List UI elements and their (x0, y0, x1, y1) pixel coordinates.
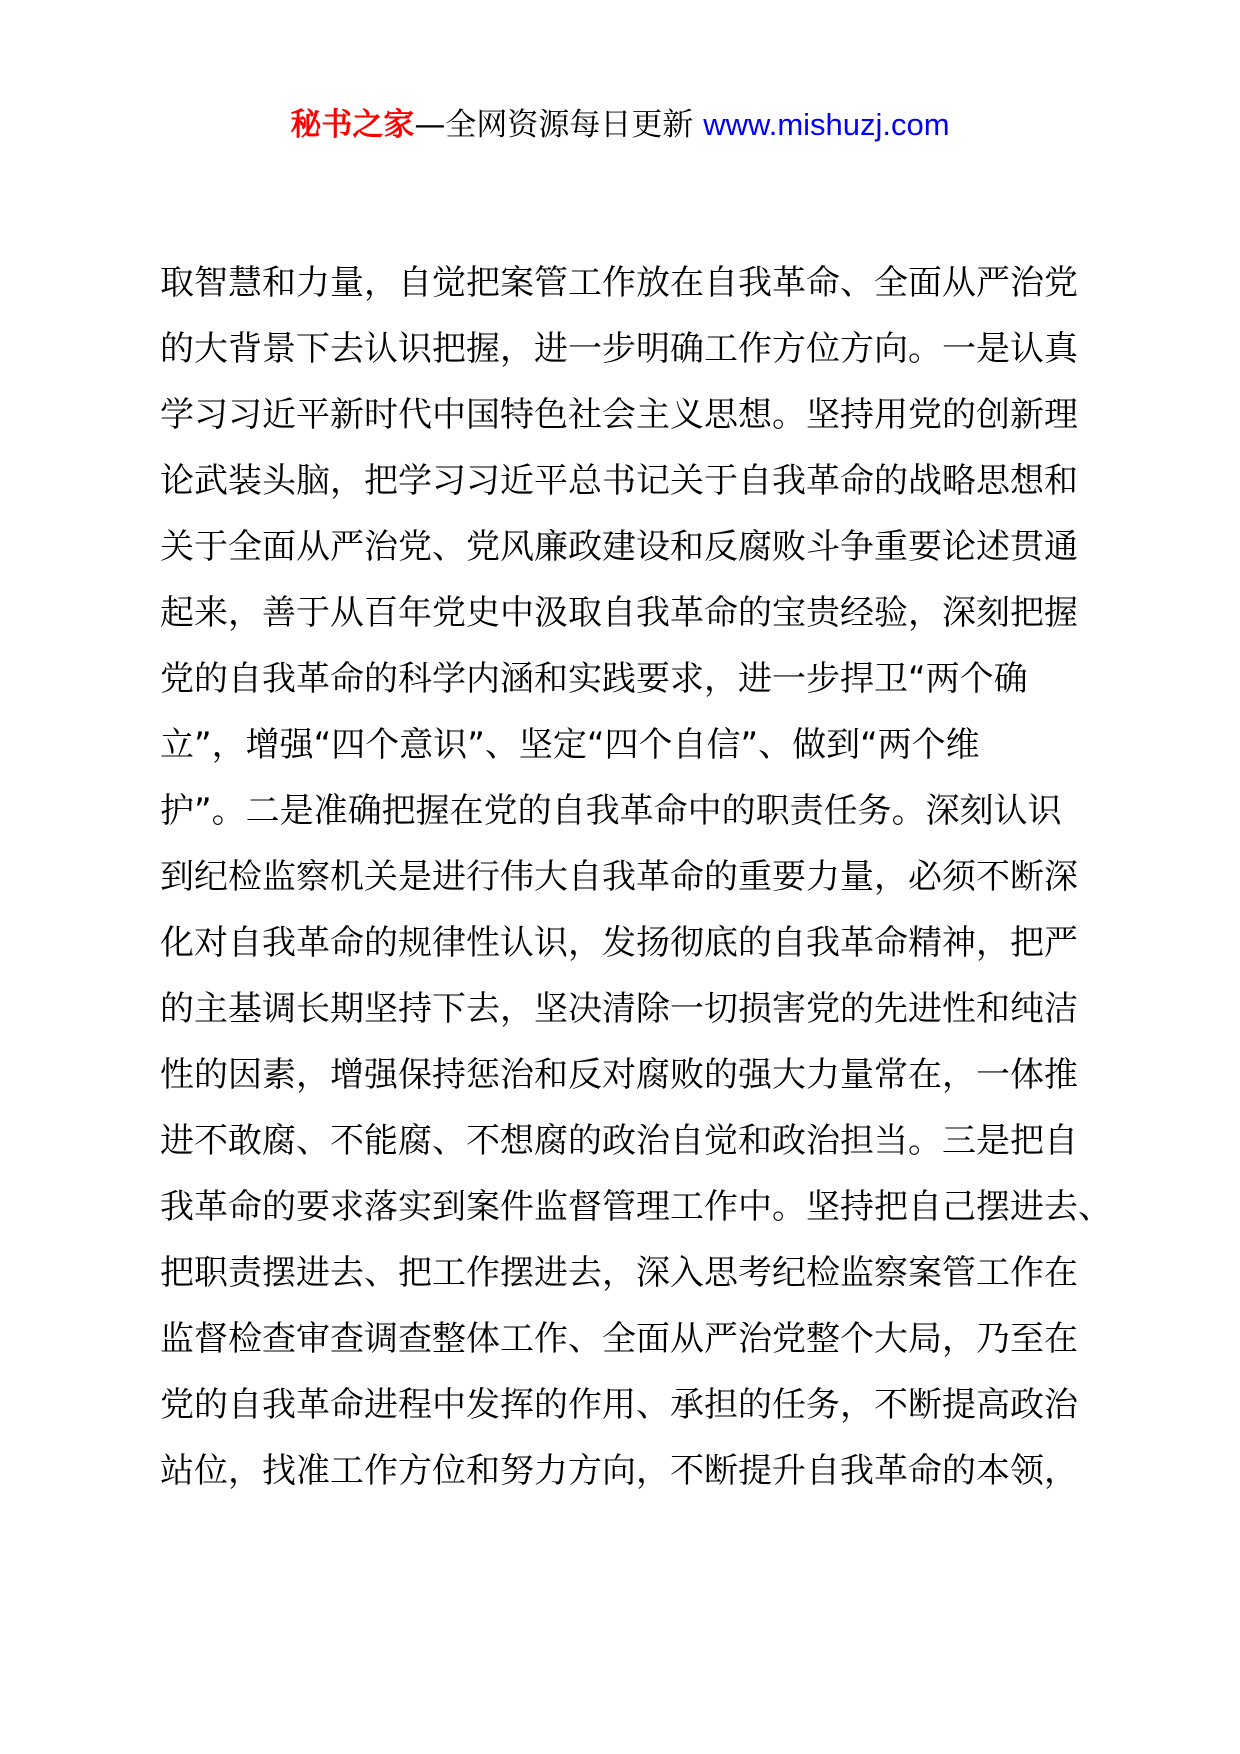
text-line: 关于全面从严治党、党风廉政建设和反腐败斗争重要论述贯通 (160, 527, 1078, 567)
header-slogan: —全网资源每日更新 (414, 107, 694, 143)
text-line: 的大背景下去认识把握，进一步明确工作方位方向。一是认真 (160, 329, 1078, 369)
text-line: 党的自我革命进程中发挥的作用、承担的任务，不断提高政治 (160, 1385, 1078, 1425)
text-line: 的主基调长期坚持下去，坚决清除一切损害党的先进性和纯洁 (160, 989, 1078, 1029)
text-line: 站位，找准工作方位和努力方向，不断提升自我革命的本领， (160, 1451, 1078, 1491)
text-line: 护”。二是准确把握在党的自我革命中的职责任务。深刻认识 (160, 791, 1062, 831)
text-line: 监督检查审查调查整体工作、全面从严治党整个大局，乃至在 (160, 1319, 1078, 1359)
page-header (0, 103, 1240, 147)
text-line: 性的因素，增强保持惩治和反对腐败的强大力量常在，一体推 (160, 1055, 1078, 1095)
text-line: 把职责摆进去、把工作摆进去，深入思考纪检监察案管工作在 (160, 1253, 1078, 1293)
text-line: 化对自我革命的规律性认识，发扬彻底的自我革命精神，把严 (160, 923, 1078, 963)
text-line: 到纪检监察机关是进行伟大自我革命的重要力量，必须不断深 (160, 857, 1078, 897)
text-line: 起来，善于从百年党史中汲取自我革命的宝贵经验，深刻把握 (160, 593, 1078, 633)
text-line: 党的自我革命的科学内涵和实践要求，进一步捍卫“两个确 (160, 659, 1028, 699)
text-line: 进不敢腐、不能腐、不想腐的政治自觉和政治担当。三是把自 (160, 1121, 1078, 1161)
text-line: 我革命的要求落实到案件监督管理工作中。坚持把自己摆进去、 (160, 1187, 1112, 1227)
brand-name: 秘书之家 (290, 107, 415, 143)
website-link[interactable]: www.mishuzj.com (703, 107, 950, 142)
text-line: 立”，增强“四个意识”、坚定“四个自信”、做到“两个维 (160, 725, 980, 765)
text-line: 论武装头脑，把学习习近平总书记关于自我革命的战略思想和 (160, 461, 1078, 501)
text-line: 学习习近平新时代中国特色社会主义思想。坚持用党的创新理 (160, 395, 1078, 435)
body-text (160, 250, 1112, 1504)
text-line: 取智慧和力量，自觉把案管工作放在自我革命、全面从严治党 (160, 263, 1078, 303)
